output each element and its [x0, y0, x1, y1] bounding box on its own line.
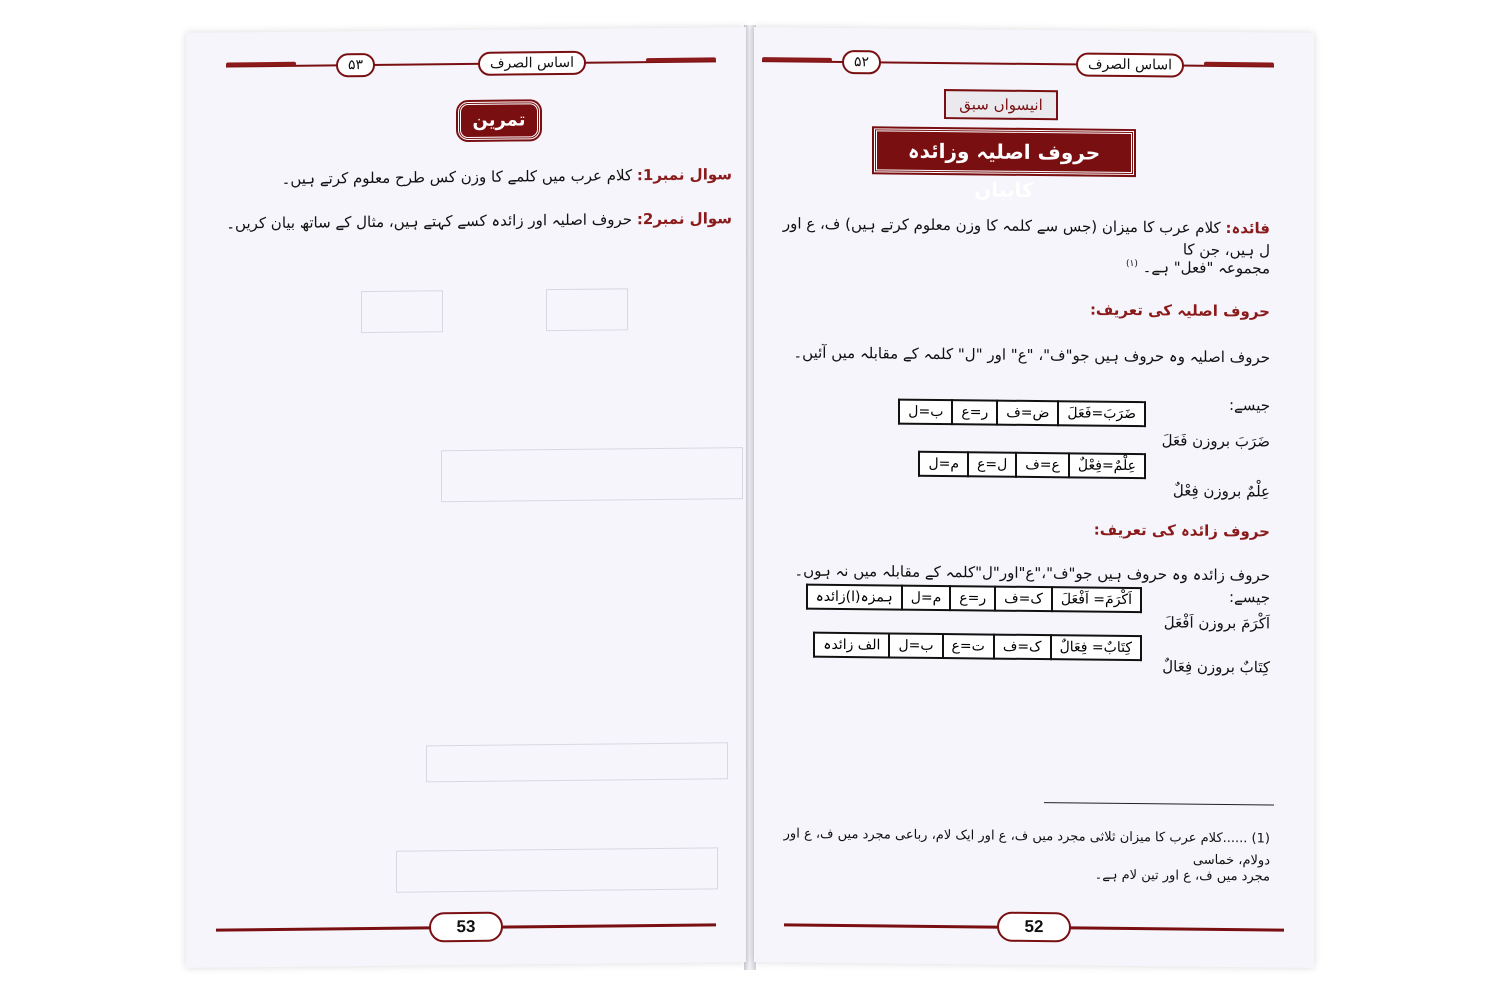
exercise-title: تمرین: [458, 101, 540, 140]
asliya-definition: حروف اصلیہ وہ حروف ہیں جو"ف"، "ع" اور "ل" کلمہ کے مقابلہ میں آئیں۔: [793, 343, 1270, 367]
question-1-label: سوال نمبر1:: [636, 165, 732, 185]
benefit-text-2: مجموعہ "فعل" ہے۔: [1142, 258, 1270, 278]
table-cell: اَکْرَمَ= اَفْعَلَ: [1052, 587, 1141, 612]
zaida-table-1: [806, 584, 1142, 614]
table-cell: ت=ع: [943, 634, 994, 659]
ghost-box: [426, 742, 728, 782]
ghost-box: [361, 290, 443, 333]
footer-page-number: 53: [429, 912, 503, 943]
footnote-ref: (۱): [1125, 258, 1138, 270]
ornament-icon: [226, 56, 296, 75]
asliya-example-1-lead: ضَرَبَ بروزن فَعَلَ: [1161, 431, 1270, 451]
header-page-number: ۵۳: [336, 53, 375, 77]
footnote-line-2: مجرد میں ف، ع اور تین لام ہے۔: [1094, 867, 1270, 885]
question-1: [212, 163, 732, 190]
left-footer: [216, 908, 716, 947]
table-cell: عِلْمٌ=فِعْلٌ: [1069, 453, 1145, 478]
ornament-icon: [1204, 56, 1274, 75]
question-2-label: سوال نمبر2:: [636, 209, 732, 229]
table-cell: ب=ل: [899, 400, 952, 425]
asliya-example-2-lead: عِلْمٌ بروزن فِعْلٌ: [1172, 481, 1270, 501]
table-cell: م=ل: [902, 586, 951, 611]
zaida-example-2-lead: کِتَابٌ بروزن فِعَالٌ: [1162, 657, 1270, 677]
table-cell: ل=ع: [968, 452, 1016, 477]
benefit-label: فائدہ:: [1225, 219, 1270, 238]
table-cell: ہمزہ(ا)زائدہ: [807, 585, 902, 610]
header-rule: [226, 60, 716, 67]
asliya-heading: حروف اصلیہ کی تعریف:: [1089, 300, 1270, 321]
ghost-box: [396, 847, 718, 892]
header-rule: [762, 60, 1274, 67]
question-2: [212, 207, 732, 234]
running-title: اساس الصرف: [1076, 52, 1184, 77]
right-footer: [784, 908, 1284, 947]
footnote-line-1: (1) ......کلام عرب کا میزان ثلاثی مجرد میں ف، ع اور ایک لام، رباعی مجرد میں ف، ع اور دولام، خماسی: [783, 826, 1270, 869]
table-cell: ع=ف: [1016, 453, 1069, 478]
footer-page-number: 52: [997, 912, 1071, 943]
running-title: اساس الصرف: [478, 51, 586, 76]
ghost-box: [546, 288, 628, 331]
table-cell: م=ل: [919, 452, 968, 477]
table-cell: ک=ف: [995, 587, 1052, 612]
table-cell: ر=ع: [952, 400, 997, 424]
example-label: جیسے:: [1228, 396, 1270, 415]
left-header: [226, 43, 716, 82]
zaida-definition: حروف زائدہ وہ حروف ہیں جو"ف"،"ع"اور"ل"کلمہ کے مقابلہ میں نہ ہوں۔ جیسے:: [794, 561, 1270, 607]
lesson-title: حروف اصلیہ وزائدہ کابیان: [874, 128, 1134, 175]
right-page: [754, 27, 1314, 968]
footnote-rule: [1044, 802, 1274, 805]
asliya-table-2: [918, 451, 1146, 479]
ghost-box: [441, 447, 743, 502]
zaida-table-2: [813, 632, 1142, 661]
left-page: [186, 27, 746, 968]
zaida-heading: حروف زائدہ کی تعریف:: [1093, 520, 1270, 541]
table-cell: ضَرَبَ=فَعَلَ: [1058, 401, 1145, 426]
question-1-text: کلام عرب میں کلمے کا وزن کس طرح معلوم کرتے ہیں۔: [281, 166, 633, 188]
header-page-number: ۵۲: [842, 50, 881, 74]
table-cell: کِتَابٌ= فِعَالٌ: [1051, 635, 1141, 660]
ornament-icon: [646, 51, 716, 70]
table-cell: ر=ع: [950, 586, 995, 610]
benefit-line-2: [770, 249, 1270, 279]
benefit-text-1: کلام عرب کا میزان (جس سے کلمہ کا وزن معلوم کرتے ہیں) ف، ع اور ل ہیں، جن کا: [782, 214, 1270, 260]
zaida-example-1-lead: اَکْرَمَ بروزن اَفْعَلَ: [1163, 613, 1270, 633]
table-cell: ک=ف: [994, 635, 1051, 660]
table-cell: ض=ف: [997, 401, 1058, 426]
right-header: [762, 43, 1274, 82]
ornament-icon: [762, 51, 832, 70]
asliya-table-1: [898, 399, 1146, 428]
table-cell: ب=ل: [889, 633, 942, 658]
question-2-text: حروف اصلیہ اور زائدہ کسے کہتے ہیں، مثال کے ساتھ بیان کریں۔: [226, 210, 633, 233]
lesson-badge: انیسواں سبق: [944, 89, 1058, 120]
table-cell: الف زائدہ: [814, 633, 889, 658]
